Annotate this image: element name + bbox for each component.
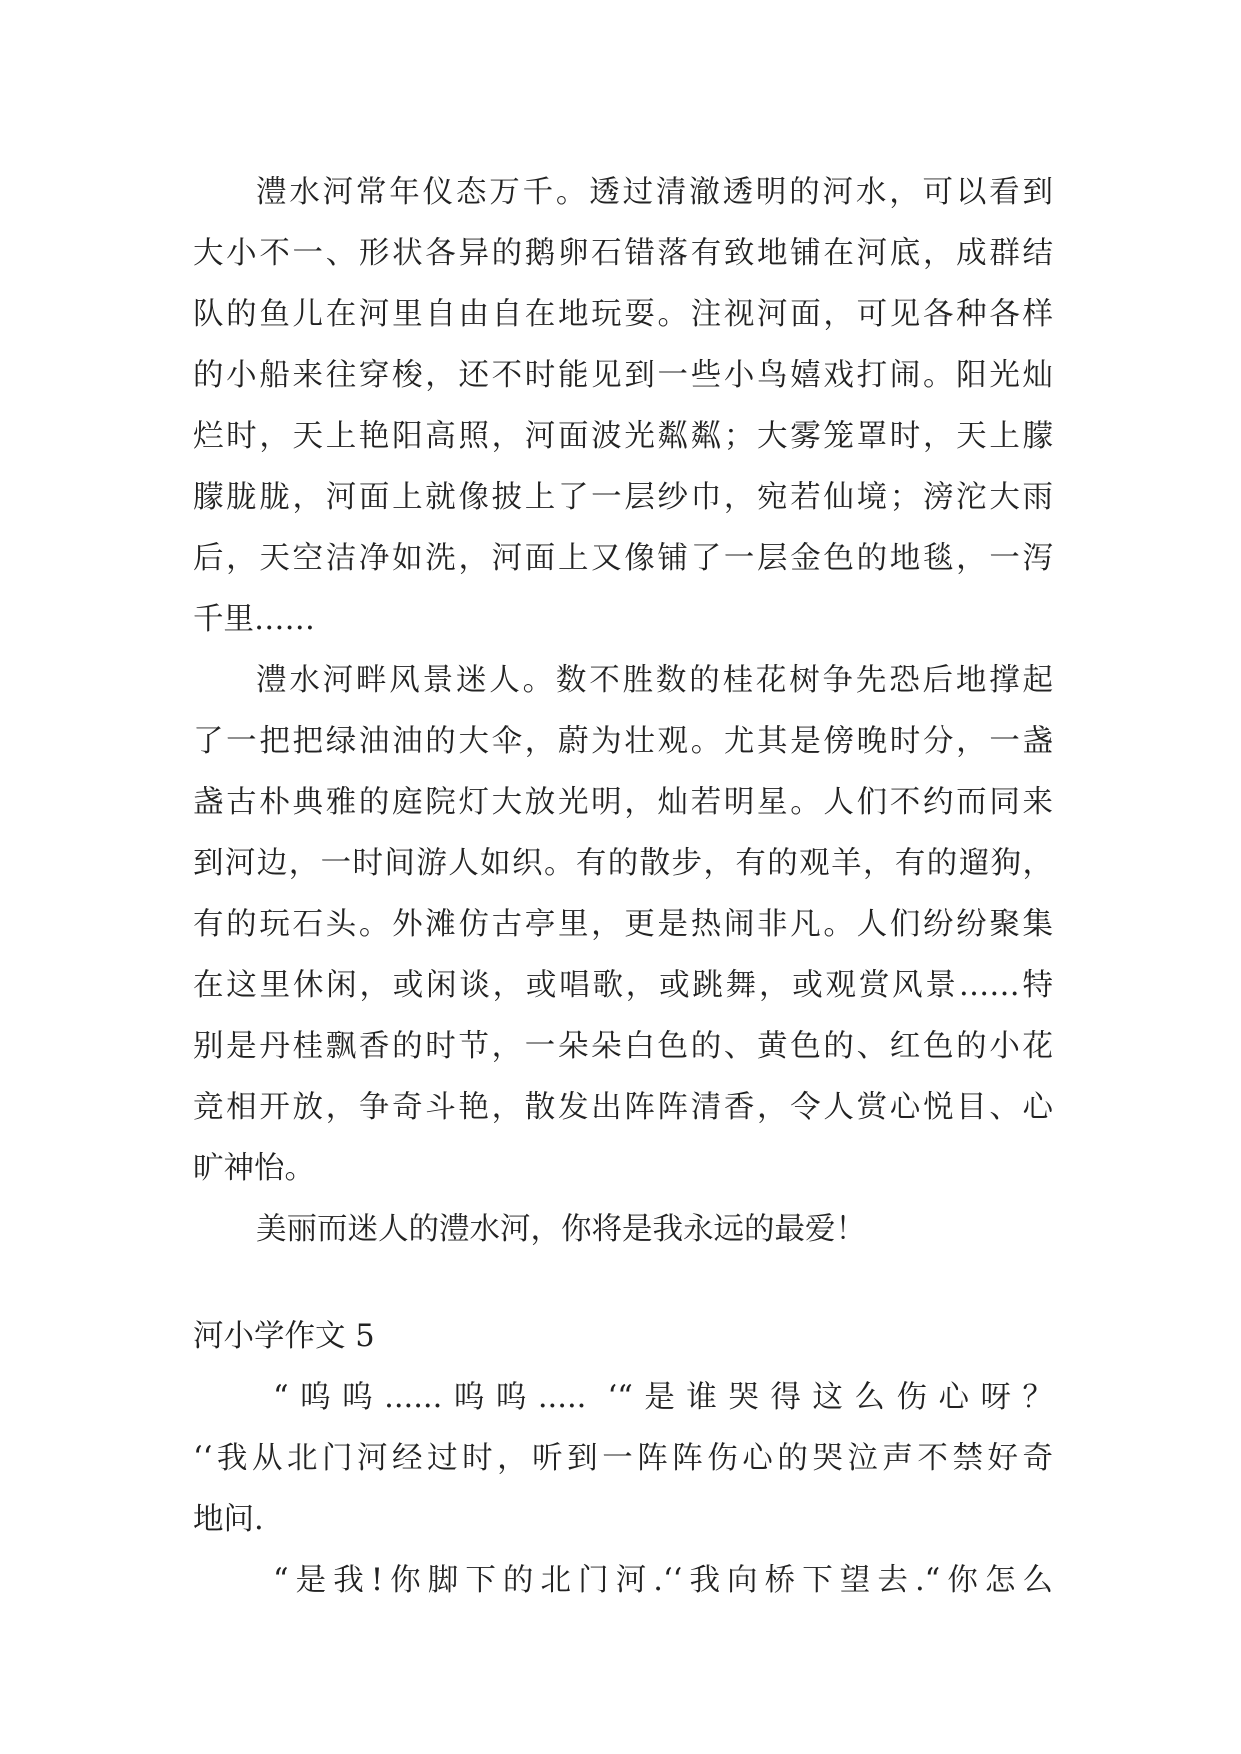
text-line: 澧水河常年仪态万千。透过清澈透明的河水，可以看到	[256, 175, 1053, 210]
text-line: 朦胧胧，河面上就像披上了一层纱巾，宛若仙境；滂沱大雨	[193, 480, 1053, 515]
text-line: 队的鱼儿在河里自由自在地玩耍。注视河面，可见各种各样	[193, 297, 1053, 332]
text-line: 到河边，一时间游人如织。有的散步，有的观羊，有的遛狗，	[193, 846, 1053, 881]
document-page	[193, 162, 1053, 1611]
text-line: ‘‘我从北门河经过时，听到一阵阵伤心的哭泣声不禁好奇	[193, 1441, 1053, 1476]
text-line: 旷神怡。	[193, 1151, 315, 1186]
text-line: 地问.	[193, 1502, 264, 1537]
paragraph-1	[193, 162, 1053, 650]
text-line: 后，天空洁净如洗，河面上又像铺了一层金色的地毯，一泻	[193, 541, 1053, 576]
text-line: 美丽而迷人的澧水河，你将是我永远的最爱！	[256, 1212, 866, 1247]
section-title: 河小学作文 5	[193, 1319, 375, 1354]
text-line: 在这里休闲，或闲谈，或唱歌，或跳舞，或观赏风景……特	[193, 968, 1053, 1003]
text-line: 千里……	[193, 602, 315, 637]
text-line: 竞相开放，争奇斗艳，散发出阵阵清香，令人赏心悦目、心	[193, 1090, 1053, 1125]
text-line: 盏古朴典雅的庭院灯大放光明，灿若明星。人们不约而同来	[193, 785, 1053, 820]
text-line: “呜呜......呜呜..... ‘“是谁哭得这么伤心呀？	[273, 1380, 1053, 1415]
text-line: 有的玩石头。外滩仿古亭里，更是热闹非凡。人们纷纷聚集	[193, 907, 1053, 942]
paragraph-3	[193, 1199, 1053, 1260]
paragraph-2	[193, 650, 1053, 1199]
dialog-paragraph-1	[193, 1367, 1053, 1550]
dialog-paragraph-2	[193, 1550, 1053, 1611]
text-line: 别是丹桂飘香的时节，一朵朵白色的、黄色的、红色的小花	[193, 1029, 1053, 1064]
text-line: 澧水河畔风景迷人。数不胜数的桂花树争先恐后地撑起	[256, 663, 1053, 698]
text-line: 大小不一、形状各异的鹅卵石错落有致地铺在河底，成群结	[193, 236, 1053, 271]
text-line: 烂时，天上艳阳高照，河面波光粼粼；大雾笼罩时，天上朦	[193, 419, 1053, 454]
text-line: “是我!你脚下的北门河.‘‘我向桥下望去.“你怎么	[273, 1563, 1053, 1598]
text-line: 的小船来往穿梭，还不时能见到一些小鸟嬉戏打闹。阳光灿	[193, 358, 1053, 393]
section-gap	[193, 1260, 1053, 1306]
text-line: 了一把把绿油油的大伞，蔚为壮观。尤其是傍晚时分，一盏	[193, 724, 1053, 759]
